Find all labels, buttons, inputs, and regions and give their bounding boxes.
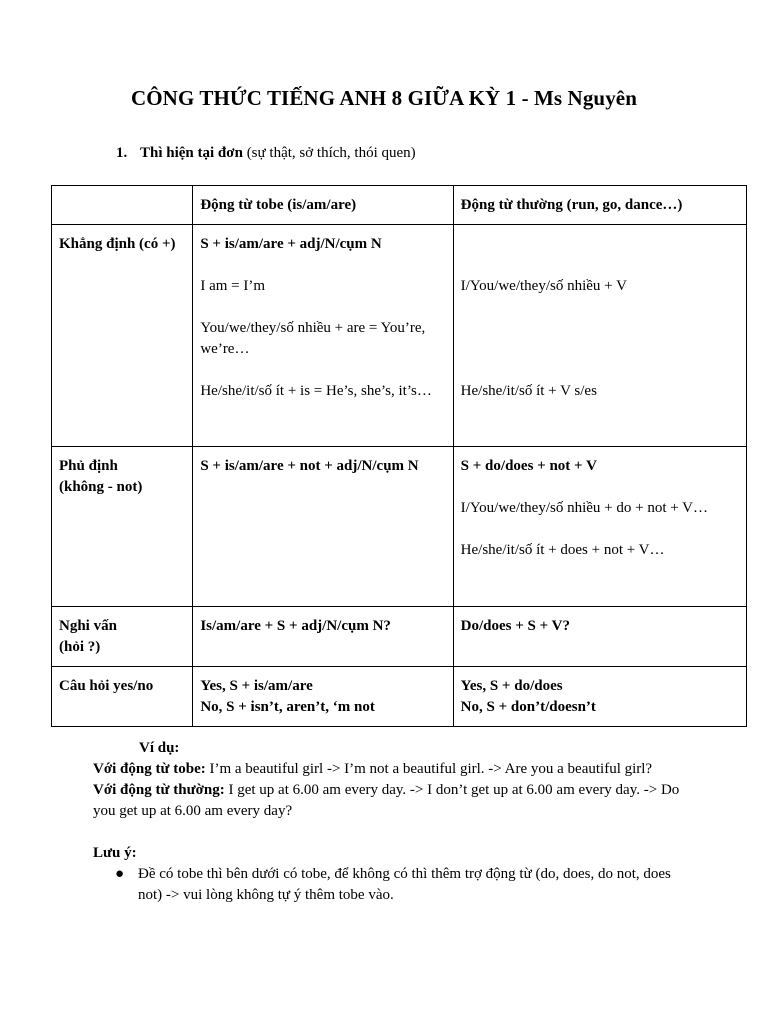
note-text: Đề có tobe thì bên dưới có tobe, để không có thì thêm trợ động từ (do, does, do not, does not) -> vui lòng không tự ý thêm tobe vào. <box>138 866 671 903</box>
formula-line: No, S + don’t/doesn’t <box>460 699 596 715</box>
grammar-table <box>51 185 747 727</box>
formula-affirmative-tobe: S + is/am/are + adj/N/cụm N <box>200 236 382 252</box>
examples-heading: Ví dụ: <box>139 740 180 756</box>
row-label-line: Câu hỏi yes/no <box>59 678 154 694</box>
example-label: Với động từ tobe: <box>93 761 206 777</box>
example-label: Với động từ thường: <box>93 782 225 798</box>
row-label-affirmative <box>52 225 193 447</box>
formula-negative-tobe: S + is/am/are + not + adj/N/cụm N <box>200 458 419 474</box>
note-line: You/we/they/số nhiều + are = You’re, we’re… <box>200 320 426 357</box>
formula-line: Yes, S + is/am/are <box>200 678 313 694</box>
formula-question-verb: Do/does + S + V? <box>453 607 746 667</box>
list-item <box>93 864 693 906</box>
cell-affirmative-tobe <box>193 225 453 447</box>
cell-yes-no-verb <box>453 667 746 727</box>
row-label-negative <box>52 447 193 607</box>
table-row-negative <box>52 447 747 607</box>
formula-line: Yes, S + do/does <box>460 678 563 694</box>
examples-section <box>93 738 693 906</box>
section-heading <box>116 145 416 162</box>
table-row-yes-no <box>52 667 747 727</box>
section-number: 1. <box>116 145 128 161</box>
note-line: He/she/it/số ít + is = He’s, she’s, it’s… <box>200 383 432 399</box>
row-label-line: Khẳng định (có +) <box>59 236 176 252</box>
cell-yes-no-tobe <box>193 667 453 727</box>
section-title: Thì hiện tại đơn <box>140 145 243 161</box>
formula-negative-verb: S + do/does + not + V <box>460 458 597 474</box>
row-label-line: Phủ định <box>59 458 118 474</box>
cell-negative-verb <box>453 447 746 607</box>
example-item <box>93 780 693 822</box>
note-line: I am = I’m <box>200 278 266 294</box>
note-line: I/You/we/they/số nhiều + V <box>460 278 627 294</box>
note-line: He/she/it/số ít + V s/es <box>460 383 597 399</box>
formula-line: No, S + isn’t, aren’t, ‘m not <box>200 699 375 715</box>
row-label-line: (hỏi ?) <box>59 639 101 655</box>
cell-negative-tobe <box>193 447 453 607</box>
note-line: I/You/we/they/số nhiều + do + not + V… <box>460 500 709 516</box>
row-label-line: Nghi vấn <box>59 618 117 634</box>
row-label-question <box>52 607 193 667</box>
table-header-row <box>52 186 747 225</box>
notes-list <box>93 864 693 906</box>
note-line: He/she/it/số ít + does + not + V… <box>460 542 665 558</box>
header-tobe: Động từ tobe (is/am/are) <box>193 186 453 225</box>
header-verb: Động từ thường (run, go, dance…) <box>453 186 746 225</box>
row-label-yes-no <box>52 667 193 727</box>
formula-question-tobe: Is/am/are + S + adj/N/cụm N? <box>193 607 453 667</box>
section-subtitle: (sự thật, sở thích, thói quen) <box>242 145 416 161</box>
row-label-line: (không - not) <box>59 479 143 495</box>
example-text: I get up at 6.00 am every day. -> I don’t get up at 6.00 am every day. -> Do you get up at 6.00 am every day? <box>93 782 680 819</box>
cell-affirmative-verb <box>453 225 746 447</box>
notes-heading: Lưu ý: <box>93 845 137 861</box>
example-text: I’m a beautiful girl -> I’m not a beautiful girl. -> Are you a beautiful girl? <box>205 761 653 777</box>
example-item <box>93 759 693 780</box>
table-row-affirmative <box>52 225 747 447</box>
page-title: CÔNG THỨC TIẾNG ANH 8 GIỮA KỲ 1 - Ms Nguyên <box>130 86 637 110</box>
table-row-question <box>52 607 747 667</box>
bullet-icon: ● <box>115 866 125 882</box>
header-empty-cell <box>52 186 193 225</box>
